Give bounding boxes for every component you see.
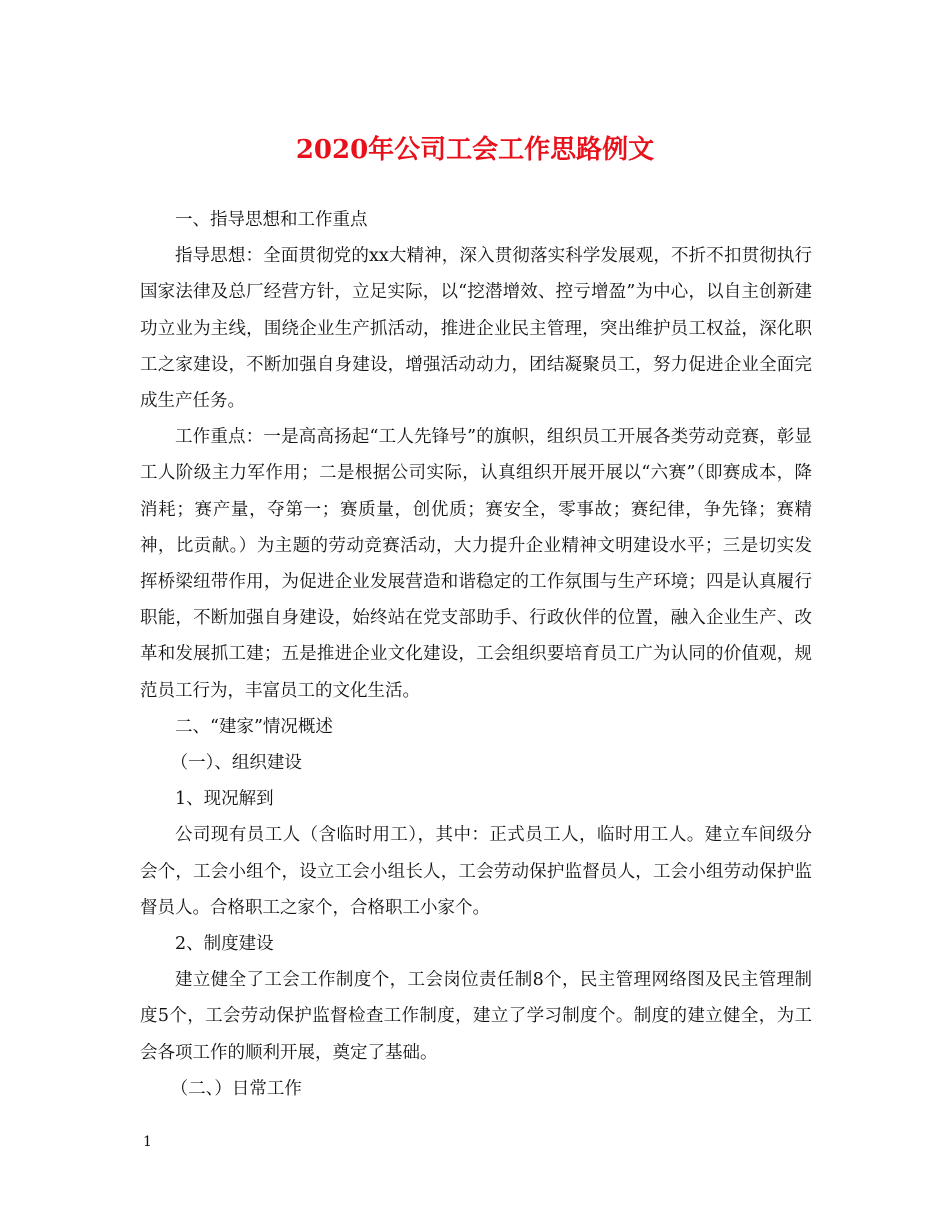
paragraph-guiding-ideology: 指导思想：全面贯彻党的xx大精神，深入贯彻落实科学发展观，不折不扣贯彻执行国家法律及总厂经营方针，立足实际，以“挖潜增效、控亏增盈”为中心，以自主创新建功立业为主线，围绕企业生产抓活动，推进企业民主管理，突出维护员工权益，深化职工之家建设，不断加强自身建设，增强活动动力，团结凝聚员工，努力促进企业全面完成生产任务。: [140, 246, 812, 412]
subsection-heading-organization: （一）、组织建设: [170, 753, 302, 774]
paragraph-status: 公司现有员工人（含临时用工），其中：正式员工人，临时用工人。建立车间级分会个，工会小组个，设立工会小组长人，工会劳动保护监督员人，工会小组劳动保护监督员人。合格职工之家个，合格职工小家个。: [140, 825, 812, 918]
item-heading-system: 2、制度建设: [175, 934, 274, 955]
section-heading-2: 二、“建家”情况概述: [175, 716, 333, 737]
subsection-heading-daily-work: （二、）日常工作: [170, 1078, 302, 1099]
section-heading-1: 一、指导思想和工作重点: [175, 210, 368, 230]
document-title: 2020年公司工会工作思路例文: [295, 135, 655, 165]
document-body: [140, 202, 812, 1107]
paragraph-work-focus: 工作重点：一是高高扬起“工人先锋号”的旗帜，组织员工开展各类劳动竞赛，彰显工人阶级主力军作用；二是根据公司实际，认真组织开展开展以“六赛”（即赛成本，降消耗；赛产量，夺第一；赛质量，创优质；赛安全，零事故；赛纪律，争先锋；赛精神，比贡献。）为主题的劳动竞赛活动，大力提升企业精神文明建设水平；三是切实发挥桥梁纽带作用，为促进企业发展营造和谐稳定的工作氛围与生产环境；四是认真履行职能，不断加强自身建设，始终站在党支部助手、行政伙伴的位置，融入企业生产、改革和发展抓工建；五是推进企业文化建设，工会组织要培育员工广为认同的价值观，规范员工行为，丰富员工的文化生活。: [140, 427, 812, 701]
page-number: 1: [143, 1134, 152, 1150]
item-heading-status: 1、现况解到: [175, 789, 274, 810]
paragraph-system: 建立健全了工会工作制度个，工会岗位责任制8个，民主管理网络图及民主管理制度5个，工会劳动保护监督检查工作制度，建立了学习制度个。制度的建立健全，为工会各项工作的顺利开展，奠定了基础。: [140, 970, 812, 1063]
